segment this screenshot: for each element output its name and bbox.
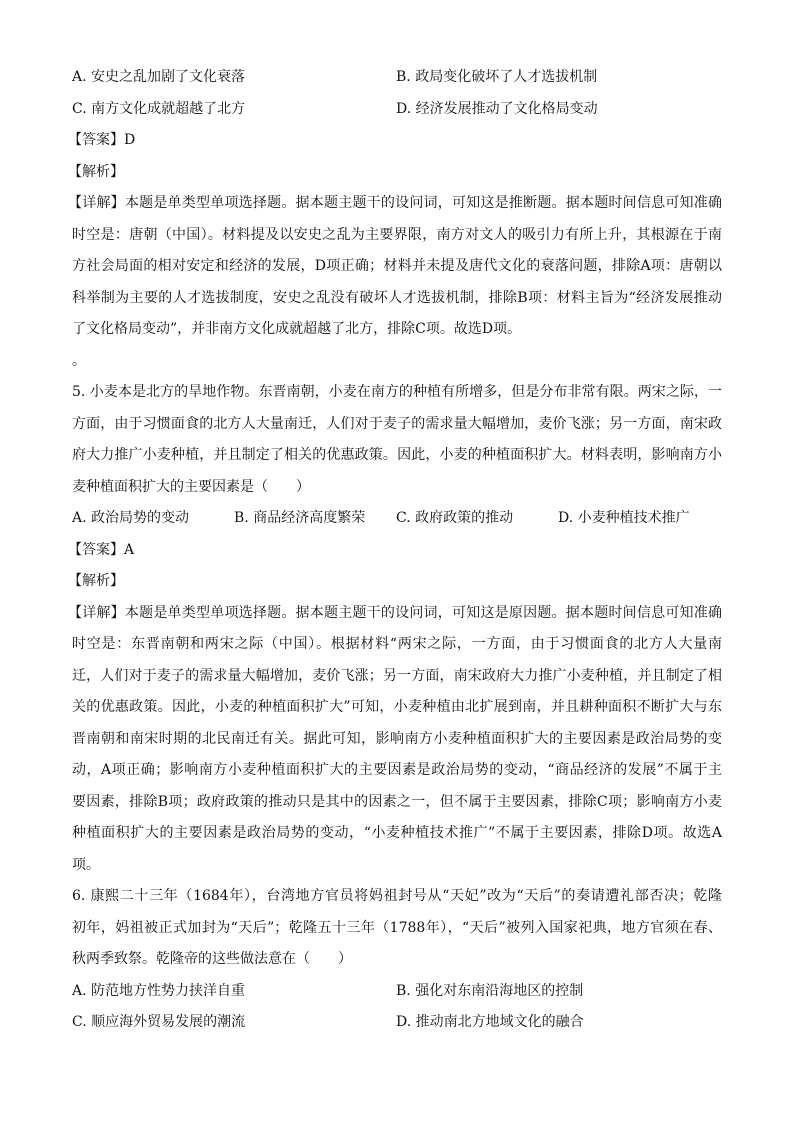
- q4-analysis-title: 【解析】: [68, 163, 124, 180]
- q5-detail-line: 【详解】本题是单类型单项选择题。据本题主题干的设问词，可知这是原因题。据本题时间信息可知准确: [68, 604, 722, 621]
- q5-answer: 【答案】A: [68, 541, 135, 558]
- q6-options-row-2: [72, 1007, 722, 1039]
- q5-detail-line: 项。: [72, 856, 100, 873]
- q4-answer: 【答案】D: [68, 132, 136, 148]
- q4-option-b: B. 政局变化破坏了人才选拔机制: [396, 69, 598, 85]
- q5-detail-line: 动，A项正确；影响南方小麦种植面积扩大的主要因素是政治局势的变动，“商品经济的发展”不属于主: [72, 762, 722, 778]
- q5-stem-line: 5. 小麦本是北方的旱地作物。东晋南朝，小麦在南方的种植有所增多，但是分布非常有限。两宋之际，一: [72, 384, 722, 400]
- q6-options-row-1: [72, 976, 722, 1008]
- q4-option-d: D. 经济发展推动了文化格局变动: [396, 100, 598, 117]
- q5-options-row: [72, 503, 722, 535]
- q6-option-c: C. 顺应海外贸易发展的潮流: [72, 1014, 246, 1030]
- q5-analysis-title: 【解析】: [68, 573, 124, 589]
- q6-stem-line: 秋两季致祭。乾隆帝的这些做法意在（ ）: [72, 951, 352, 967]
- q4-stray-mark: 。: [72, 352, 86, 369]
- q5-stem-line: 麦种植面积扩大的主要因素是（ ）: [72, 478, 310, 495]
- q5-option-a: A. 政治局势的变动: [72, 510, 190, 526]
- q5-detail-line: 要因素，排除B项；政府政策的推动只是其中的因素之一，但不属于主要因素，排除C项；影响南方小麦: [72, 793, 722, 810]
- document-body: [68, 62, 722, 1039]
- q5-option-c: C. 政府政策的推动: [396, 510, 514, 526]
- q4-options-row-1: [72, 62, 722, 94]
- q5-detail: [68, 598, 722, 882]
- q6-stem: [72, 881, 722, 976]
- q6-option-d: D. 推动南北方地域文化的融合: [396, 1014, 584, 1030]
- q5-detail-line: 迁，人们对于麦子的需求量大幅增加，麦价飞涨；另一方面，南宋政府大力推广小麦种植，并且制定了相: [72, 667, 722, 684]
- q5-stem-line: 府大力推广小麦种植，并且制定了相关的优惠政策。因此，小麦的种植面积扩大。材料表明，影响南方小: [72, 447, 722, 463]
- q5-option-d: D. 小麦种植技术推广: [558, 510, 690, 526]
- q6-option-b: B. 强化对东南沿海地区的控制: [396, 982, 584, 999]
- q4-options-row-2: [72, 94, 722, 126]
- q5-detail-line: 时空是：东晋南朝和两宋之际（中国）。根据材料“两宋之际，一方面，由于习惯面食的北方人大量南: [72, 636, 722, 652]
- q5-option-b: B. 商品经济高度繁荣: [234, 510, 366, 526]
- q4-detail-line: 方社会局面的相对安定和经济的发展，D项正确；材料并未提及唐代文化的衰落问题，排除A项：唐朝以: [72, 258, 722, 274]
- q4-detail-line: 时空是：唐朝（中国）。材料提及以安史之乱为主要界限，南方对文人的吸引力有所上升，其根源在于南: [72, 226, 722, 243]
- q4-detail-line: 科举制为主要的人才选拔制度，安史之乱没有破坏人才选拔机制，排除B项：材料主旨为“经济发展推动: [72, 289, 722, 306]
- q4-option-c: C. 南方文化成就超越了北方: [72, 100, 246, 117]
- q5-stem-line: 方面，由于习惯面食的北方人大量南迁，人们对于麦子的需求量大幅增加，麦价飞涨；另一方面，南宋政: [72, 415, 722, 432]
- q5-detail-line: 晋南朝和南宋时期的北民南迁有关。据此可知，影响南方小麦种植面积扩大的主要因素是政治局势的变: [72, 730, 722, 747]
- q4-detail-line: 了文化格局变动”，并非南方文化成就超越了北方，排除C项。故选D项。: [72, 321, 522, 337]
- q5-detail-line: 种植面积扩大的主要因素是政治局势的变动，“小麦种植技术推广”不属于主要因素，排除D项。故选A: [72, 825, 722, 841]
- q4-detail: [68, 188, 722, 346]
- q6-stem-line: 6. 康熙二十三年（1684年），台湾地方官员将妈祖封号从“天妃”改为“天后”的奏请遭礼部否决；乾隆: [72, 888, 722, 904]
- q6-option-a: A. 防范地方性势力挟洋自重: [72, 982, 246, 999]
- q5-stem: [72, 377, 722, 503]
- q4-option-a: A. 安史之乱加剧了文化衰落: [72, 69, 246, 85]
- q6-stem-line: 初年，妈祖被正式加封为“天后”；乾隆五十三年（1788年），“天后”被列入国家祀典，地方官须在春、: [72, 919, 722, 936]
- q5-detail-line: 关的优惠政策。因此，小麦的种植面积扩大”可知，小麦种植由北扩展到南，并且耕种面积不断扩大与东: [72, 699, 722, 715]
- q4-detail-line: 【详解】本题是单类型单项选择题。据本题主题干的设问词，可知这是推断题。据本题时间信息可知准确: [68, 195, 722, 211]
